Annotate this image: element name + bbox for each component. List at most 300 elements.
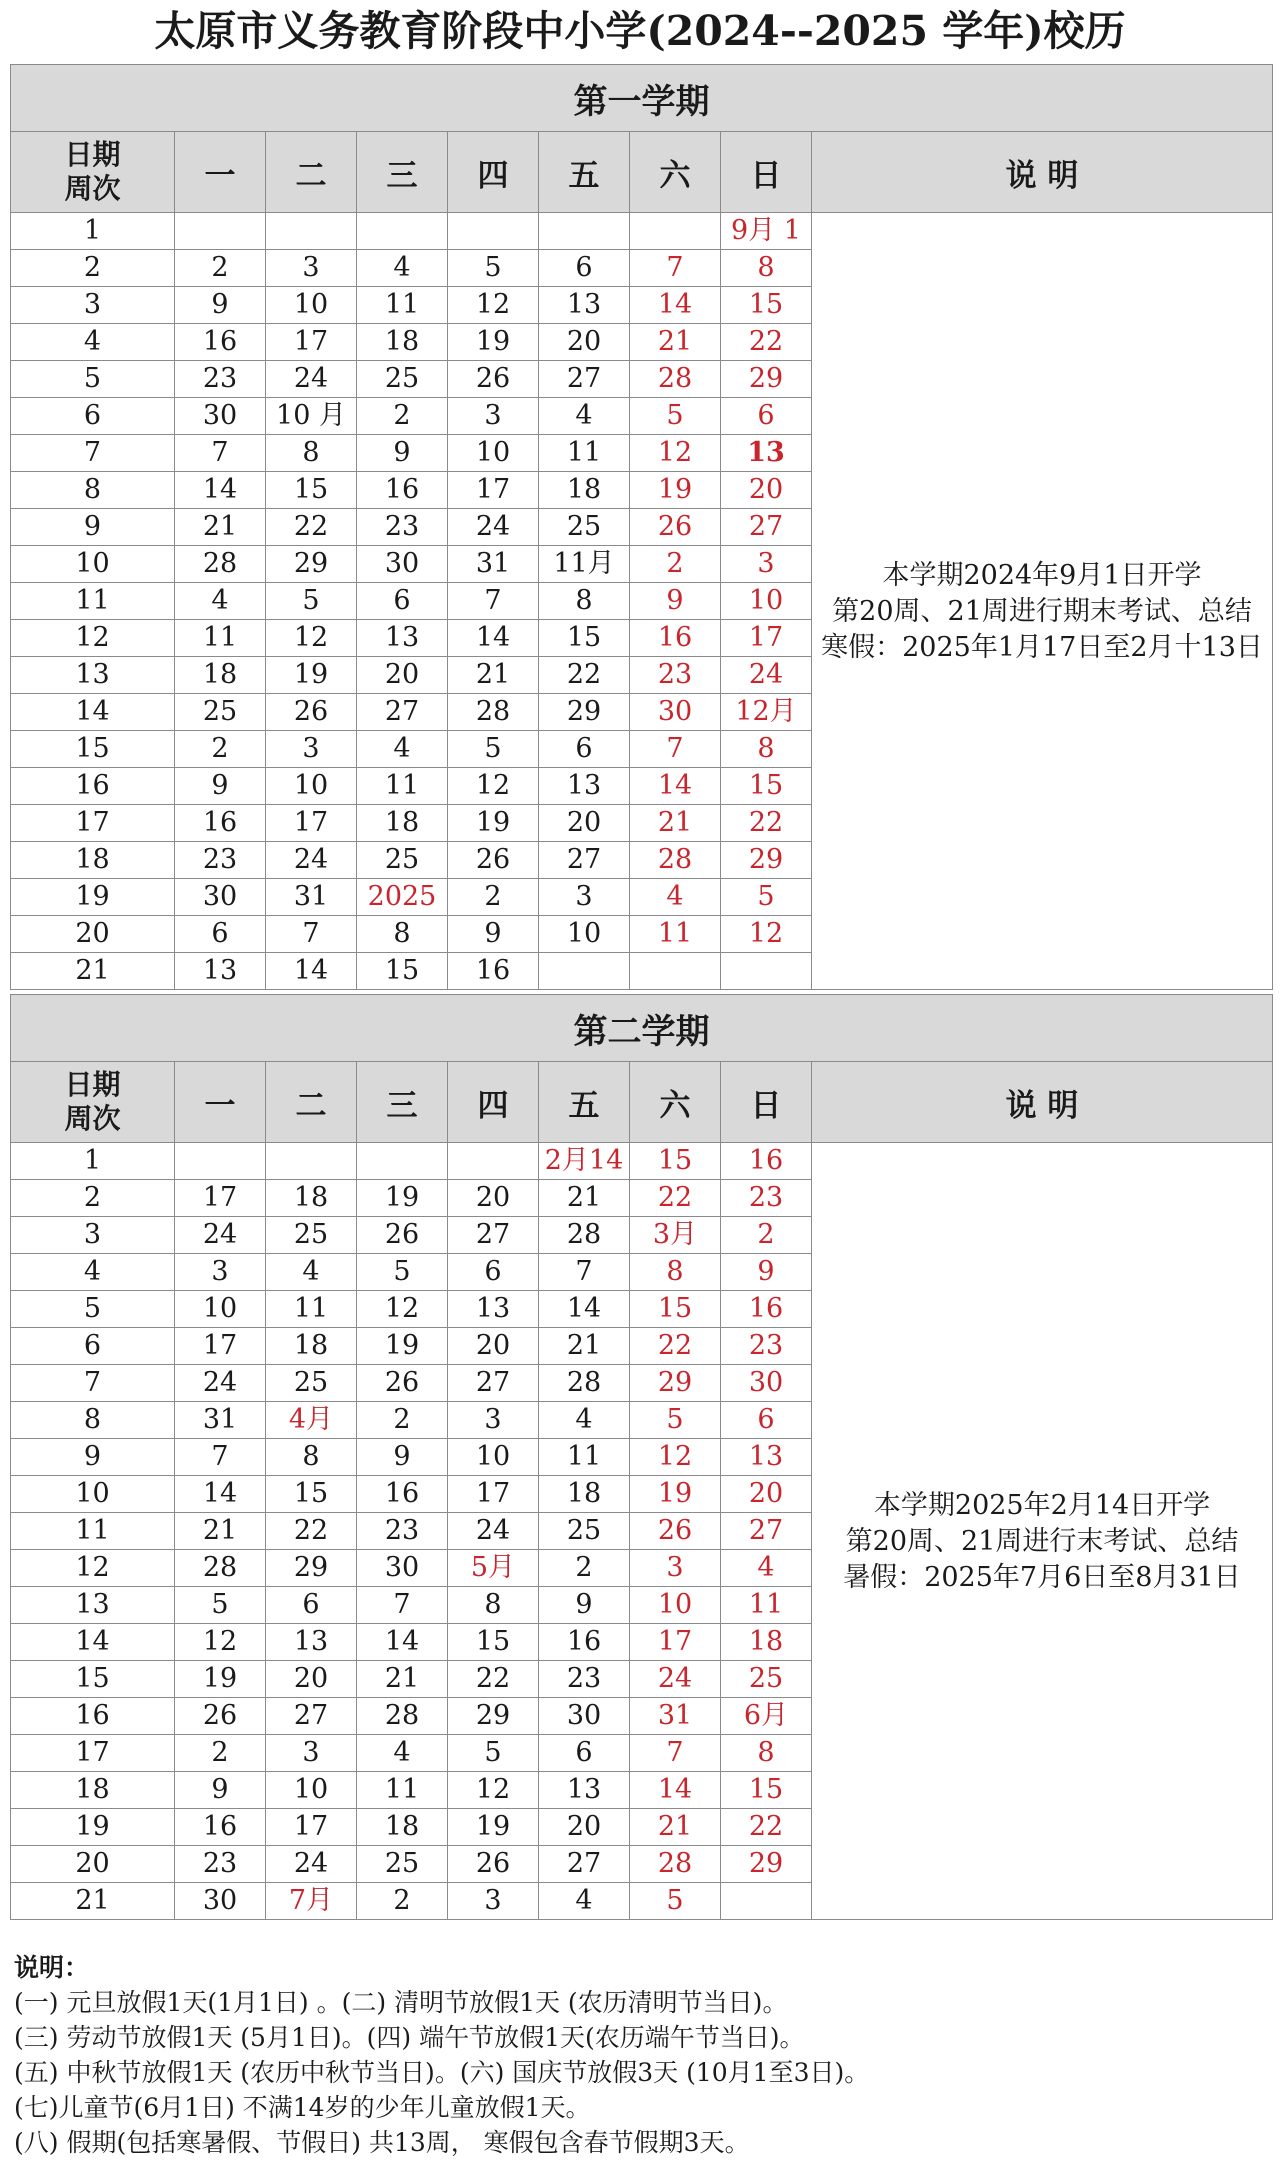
date-cell: 5月: [448, 1550, 539, 1587]
date-cell: [357, 213, 448, 250]
date-cell: 18: [357, 1809, 448, 1846]
date-cell: 20: [721, 472, 812, 509]
footer-line-3: (五) 中秋节放假1天 (农历中秋节当日)。(六) 国庆节放假3天 (10月1至3日)。: [14, 2058, 870, 2087]
notes-header: 说 明: [812, 132, 1273, 213]
week-number: 4: [11, 1254, 175, 1291]
date-cell: 12月: [721, 694, 812, 731]
date-cell: 3: [630, 1550, 721, 1587]
date-label: 日期: [64, 138, 121, 171]
date-cell: [630, 953, 721, 990]
date-cell: 28: [175, 546, 266, 583]
date-cell: 5: [448, 1735, 539, 1772]
date-cell: 6: [721, 1402, 812, 1439]
date-cell: 2: [448, 879, 539, 916]
date-cell: [721, 1883, 812, 1920]
date-cell: 26: [266, 694, 357, 731]
week-number: 2: [11, 1180, 175, 1217]
date-cell: 10: [721, 583, 812, 620]
date-cell: 30: [175, 1883, 266, 1920]
date-cell: 9月 1: [721, 213, 812, 250]
date-cell: 30: [357, 546, 448, 583]
semester-notes: [812, 1143, 1273, 1920]
date-cell: 6: [721, 398, 812, 435]
week-number: 1: [11, 213, 175, 250]
date-cell: 27: [448, 1365, 539, 1402]
date-cell: 9: [357, 1439, 448, 1476]
date-cell: 23: [175, 842, 266, 879]
date-cell: 4: [539, 1883, 630, 1920]
date-cell: 10: [448, 1439, 539, 1476]
date-cell: 5: [448, 250, 539, 287]
date-cell: 27: [539, 361, 630, 398]
date-cell: 24: [175, 1217, 266, 1254]
date-cell: 12: [357, 1291, 448, 1328]
date-cell: 15: [630, 1291, 721, 1328]
date-cell: 21: [630, 805, 721, 842]
date-cell: [175, 213, 266, 250]
semester-notes: [812, 213, 1273, 990]
week-number: 11: [11, 583, 175, 620]
week-number: 21: [11, 1883, 175, 1920]
date-cell: 10: [630, 1587, 721, 1624]
date-cell: 7: [448, 583, 539, 620]
date-cell: 29: [448, 1698, 539, 1735]
date-cell: 23: [721, 1180, 812, 1217]
date-cell: 9: [175, 1772, 266, 1809]
date-cell: 15: [721, 768, 812, 805]
date-cell: 4: [357, 250, 448, 287]
date-cell: 11: [357, 1772, 448, 1809]
page-title: 太原市义务教育阶段中小学(2024--2025 学年)校历: [154, 7, 1126, 55]
date-cell: 27: [539, 1846, 630, 1883]
date-cell: 9: [175, 768, 266, 805]
date-cell: 8: [721, 1735, 812, 1772]
week-number: 9: [11, 509, 175, 546]
week-label: 周次: [64, 1102, 121, 1135]
date-cell: 2: [357, 398, 448, 435]
date-cell: 26: [630, 1513, 721, 1550]
date-cell: 6月: [721, 1698, 812, 1735]
date-cell: 29: [539, 694, 630, 731]
date-cell: 23: [357, 1513, 448, 1550]
date-cell: 21: [175, 1513, 266, 1550]
date-cell: 4: [175, 583, 266, 620]
date-cell: 13: [266, 1624, 357, 1661]
date-cell: 20: [266, 1661, 357, 1698]
date-cell: 13: [539, 1772, 630, 1809]
date-cell: 17: [448, 472, 539, 509]
date-cell: 5: [448, 731, 539, 768]
week-column-header: [11, 132, 175, 213]
date-cell: 29: [630, 1365, 721, 1402]
date-cell: 10: [266, 1772, 357, 1809]
date-cell: 11月: [539, 546, 630, 583]
week-number: 7: [11, 1365, 175, 1402]
date-cell: 7: [539, 1254, 630, 1291]
date-cell: 25: [175, 694, 266, 731]
week-number: 16: [11, 1698, 175, 1735]
date-cell: 13: [721, 435, 812, 472]
date-cell: 15: [266, 472, 357, 509]
week-number: 8: [11, 472, 175, 509]
date-cell: 2: [175, 731, 266, 768]
date-cell: 18: [539, 472, 630, 509]
date-cell: 22: [721, 324, 812, 361]
date-cell: 11: [721, 1587, 812, 1624]
date-cell: 18: [175, 657, 266, 694]
date-cell: 27: [539, 842, 630, 879]
date-cell: 20: [448, 1180, 539, 1217]
week-number: 20: [11, 916, 175, 953]
date-cell: 21: [448, 657, 539, 694]
date-cell: 6: [175, 916, 266, 953]
week-number: 16: [11, 768, 175, 805]
footer-heading: 说明：: [14, 1953, 90, 1982]
date-cell: 29: [266, 1550, 357, 1587]
date-cell: 17: [448, 1476, 539, 1513]
week-number: 5: [11, 361, 175, 398]
date-cell: 6: [539, 731, 630, 768]
date-cell: 10: [448, 435, 539, 472]
date-cell: 29: [721, 361, 812, 398]
week-number: 1: [11, 1143, 175, 1180]
date-cell: 31: [175, 1402, 266, 1439]
date-cell: 3月: [630, 1217, 721, 1254]
date-cell: 14: [539, 1291, 630, 1328]
date-cell: 13: [357, 620, 448, 657]
date-cell: 3: [266, 250, 357, 287]
date-cell: 22: [539, 657, 630, 694]
weekday-header: 日: [721, 132, 812, 213]
week-number: 6: [11, 1328, 175, 1365]
week-number: 19: [11, 1809, 175, 1846]
date-cell: 7: [266, 916, 357, 953]
date-cell: 21: [357, 1661, 448, 1698]
date-cell: 18: [266, 1180, 357, 1217]
week-number: 6: [11, 398, 175, 435]
date-cell: 17: [266, 1809, 357, 1846]
date-cell: 5: [721, 879, 812, 916]
footer-line-4: (七)儿童节(6月1日) 不满14岁的少年儿童放假1天。: [14, 2093, 591, 2122]
date-cell: 29: [266, 546, 357, 583]
date-cell: 3: [721, 546, 812, 583]
date-cell: 15: [539, 620, 630, 657]
date-cell: 9: [448, 916, 539, 953]
date-cell: 16: [357, 1476, 448, 1513]
date-cell: 3: [539, 879, 630, 916]
date-cell: 25: [357, 1846, 448, 1883]
date-cell: 10 月: [266, 398, 357, 435]
date-cell: 16: [630, 620, 721, 657]
date-cell: 3: [448, 1883, 539, 1920]
week-number: 3: [11, 287, 175, 324]
footer-line-5: (八) 假期(包括寒暑假、节假日) 共13周， 寒假包含春节假期3天。: [14, 2128, 750, 2157]
date-cell: 17: [175, 1328, 266, 1365]
date-cell: 18: [539, 1476, 630, 1513]
date-cell: 28: [630, 842, 721, 879]
week-number: 20: [11, 1846, 175, 1883]
week-label: 周次: [64, 172, 121, 205]
date-cell: 7: [630, 250, 721, 287]
date-cell: 8: [539, 583, 630, 620]
date-cell: 4: [539, 1402, 630, 1439]
date-cell: 24: [630, 1661, 721, 1698]
date-cell: [539, 953, 630, 990]
date-cell: 12: [721, 916, 812, 953]
date-label: 日期: [64, 1068, 121, 1101]
date-cell: 3: [175, 1254, 266, 1291]
date-cell: 13: [539, 287, 630, 324]
date-cell: 2: [539, 1550, 630, 1587]
date-cell: 11: [357, 287, 448, 324]
weekday-header: 三: [357, 132, 448, 213]
date-cell: [630, 213, 721, 250]
date-cell: 28: [630, 1846, 721, 1883]
date-cell: 17: [266, 324, 357, 361]
date-cell: 25: [721, 1661, 812, 1698]
date-cell: 16: [448, 953, 539, 990]
date-cell: [448, 213, 539, 250]
date-cell: 12: [175, 1624, 266, 1661]
date-cell: 25: [266, 1217, 357, 1254]
date-cell: 23: [357, 509, 448, 546]
date-cell: 16: [721, 1291, 812, 1328]
date-cell: [721, 953, 812, 990]
week-number: 7: [11, 435, 175, 472]
weekday-header: 四: [448, 1062, 539, 1143]
date-cell: 18: [357, 324, 448, 361]
date-cell: 8: [721, 250, 812, 287]
date-cell: 5: [630, 1402, 721, 1439]
date-cell: 30: [721, 1365, 812, 1402]
date-cell: 12: [448, 768, 539, 805]
date-cell: 4: [539, 398, 630, 435]
week-number: 17: [11, 1735, 175, 1772]
date-cell: 17: [630, 1624, 721, 1661]
date-cell: 14: [266, 953, 357, 990]
semester-note-line: 第20周、21周进行期末考试、总结: [832, 596, 1252, 627]
date-cell: 21: [539, 1328, 630, 1365]
weekday-header: 六: [630, 132, 721, 213]
date-cell: 14: [630, 768, 721, 805]
date-cell: 26: [357, 1365, 448, 1402]
date-cell: [539, 213, 630, 250]
footer-line-1: (一) 元旦放假1天(1月1日) 。(二) 清明节放假1天 (农历清明节当日)。: [14, 1988, 788, 2017]
date-cell: 12: [448, 287, 539, 324]
date-cell: 6: [357, 583, 448, 620]
week-number: 8: [11, 1402, 175, 1439]
date-cell: 19: [448, 805, 539, 842]
weekday-header: 五: [539, 1062, 630, 1143]
week-number: 5: [11, 1291, 175, 1328]
date-cell: 7: [630, 731, 721, 768]
date-cell: 25: [357, 361, 448, 398]
date-cell: 23: [175, 361, 266, 398]
date-cell: 25: [539, 1513, 630, 1550]
date-cell: 3: [266, 731, 357, 768]
date-cell: 16: [539, 1624, 630, 1661]
week-number: 17: [11, 805, 175, 842]
date-cell: 17: [175, 1180, 266, 1217]
date-cell: 15: [721, 287, 812, 324]
semester-title: 第二学期: [11, 995, 1273, 1062]
date-cell: 9: [357, 435, 448, 472]
semester-note-line: 第20周、21周进行末考试、总结: [845, 1526, 1239, 1557]
date-cell: 31: [448, 546, 539, 583]
date-cell: 24: [266, 842, 357, 879]
date-cell: 28: [630, 361, 721, 398]
date-cell: 9: [539, 1587, 630, 1624]
date-cell: 6: [266, 1587, 357, 1624]
date-cell: 15: [266, 1476, 357, 1513]
date-cell: 14: [448, 620, 539, 657]
date-cell: 4: [630, 879, 721, 916]
date-cell: [266, 213, 357, 250]
date-cell: 6: [539, 250, 630, 287]
week-number: 11: [11, 1513, 175, 1550]
date-cell: 19: [630, 472, 721, 509]
date-cell: 19: [448, 324, 539, 361]
date-cell: 15: [721, 1772, 812, 1809]
date-cell: 22: [630, 1328, 721, 1365]
date-cell: 23: [175, 1846, 266, 1883]
date-cell: 8: [630, 1254, 721, 1291]
date-cell: 23: [539, 1661, 630, 1698]
date-cell: 13: [721, 1439, 812, 1476]
date-cell: 11: [539, 1439, 630, 1476]
date-cell: 26: [175, 1698, 266, 1735]
date-cell: 4: [357, 1735, 448, 1772]
week-number: 18: [11, 842, 175, 879]
weekday-header: 二: [266, 132, 357, 213]
week-number: 15: [11, 731, 175, 768]
date-cell: 9: [721, 1254, 812, 1291]
date-cell: 2025: [357, 879, 448, 916]
date-cell: 2月14: [539, 1143, 630, 1180]
date-cell: 24: [448, 509, 539, 546]
date-cell: 18: [266, 1328, 357, 1365]
weekday-header: 一: [175, 1062, 266, 1143]
date-cell: 27: [721, 509, 812, 546]
date-cell: 23: [721, 1328, 812, 1365]
date-cell: 7: [175, 435, 266, 472]
weekday-header: 二: [266, 1062, 357, 1143]
date-cell: 10: [175, 1291, 266, 1328]
date-cell: 30: [630, 694, 721, 731]
date-cell: 20: [448, 1328, 539, 1365]
date-cell: 4: [266, 1254, 357, 1291]
date-cell: 14: [630, 1772, 721, 1809]
date-cell: 11: [630, 916, 721, 953]
date-cell: 31: [630, 1698, 721, 1735]
weekday-header: 三: [357, 1062, 448, 1143]
date-cell: 19: [357, 1328, 448, 1365]
date-cell: 31: [266, 879, 357, 916]
semester-note-line: 寒假：2025年1月17日至2月十13日: [821, 632, 1263, 663]
date-cell: 11: [266, 1291, 357, 1328]
date-cell: 24: [266, 1846, 357, 1883]
date-cell: 29: [721, 1846, 812, 1883]
week-number: 2: [11, 250, 175, 287]
date-cell: 21: [630, 1809, 721, 1846]
date-cell: 26: [448, 1846, 539, 1883]
table-row: [11, 1143, 1273, 1180]
date-cell: 12: [630, 1439, 721, 1476]
date-cell: 2: [175, 1735, 266, 1772]
week-number: 9: [11, 1439, 175, 1476]
semester-note-line: 暑假：2025年7月6日至8月31日: [843, 1562, 1241, 1593]
date-cell: 13: [175, 953, 266, 990]
footer-notes: [14, 1950, 1270, 2160]
date-cell: 10: [539, 916, 630, 953]
date-cell: 21: [630, 324, 721, 361]
date-cell: 5: [630, 398, 721, 435]
date-cell: 30: [175, 879, 266, 916]
date-cell: 4: [357, 731, 448, 768]
week-number: 10: [11, 1476, 175, 1513]
date-cell: 15: [357, 953, 448, 990]
date-cell: 5: [630, 1883, 721, 1920]
date-cell: 21: [175, 509, 266, 546]
date-cell: 24: [448, 1513, 539, 1550]
date-cell: 20: [539, 1809, 630, 1846]
date-cell: 23: [630, 657, 721, 694]
week-number: 14: [11, 1624, 175, 1661]
date-cell: 21: [539, 1180, 630, 1217]
date-cell: 20: [539, 805, 630, 842]
semester-note-line: 本学期2025年2月14日开学: [873, 1490, 1211, 1521]
date-cell: 18: [721, 1624, 812, 1661]
date-cell: 30: [357, 1550, 448, 1587]
week-number: 3: [11, 1217, 175, 1254]
weekday-header: 六: [630, 1062, 721, 1143]
week-number: 18: [11, 1772, 175, 1809]
date-cell: 7: [630, 1735, 721, 1772]
date-cell: 24: [721, 657, 812, 694]
date-cell: 14: [357, 1624, 448, 1661]
week-number: 12: [11, 1550, 175, 1587]
week-number: 13: [11, 657, 175, 694]
weekday-header: 一: [175, 132, 266, 213]
date-cell: 5: [175, 1587, 266, 1624]
date-cell: 10: [266, 287, 357, 324]
date-cell: 26: [357, 1217, 448, 1254]
week-number: 13: [11, 1587, 175, 1624]
date-cell: 12: [266, 620, 357, 657]
date-cell: 19: [175, 1661, 266, 1698]
date-cell: 8: [266, 435, 357, 472]
date-cell: 19: [630, 1476, 721, 1513]
date-cell: 24: [266, 361, 357, 398]
date-cell: 7月: [266, 1883, 357, 1920]
week-number: 19: [11, 879, 175, 916]
date-cell: 25: [539, 509, 630, 546]
date-cell: 8: [721, 731, 812, 768]
date-cell: 14: [175, 472, 266, 509]
date-cell: 22: [630, 1180, 721, 1217]
date-cell: 17: [721, 620, 812, 657]
date-cell: 2: [357, 1883, 448, 1920]
date-cell: 26: [630, 509, 721, 546]
date-cell: 3: [448, 1402, 539, 1439]
date-cell: 27: [448, 1217, 539, 1254]
week-number: 14: [11, 694, 175, 731]
date-cell: 20: [539, 324, 630, 361]
week-number: 15: [11, 1661, 175, 1698]
date-cell: 4: [721, 1550, 812, 1587]
date-cell: 2: [357, 1402, 448, 1439]
date-cell: 7: [357, 1587, 448, 1624]
